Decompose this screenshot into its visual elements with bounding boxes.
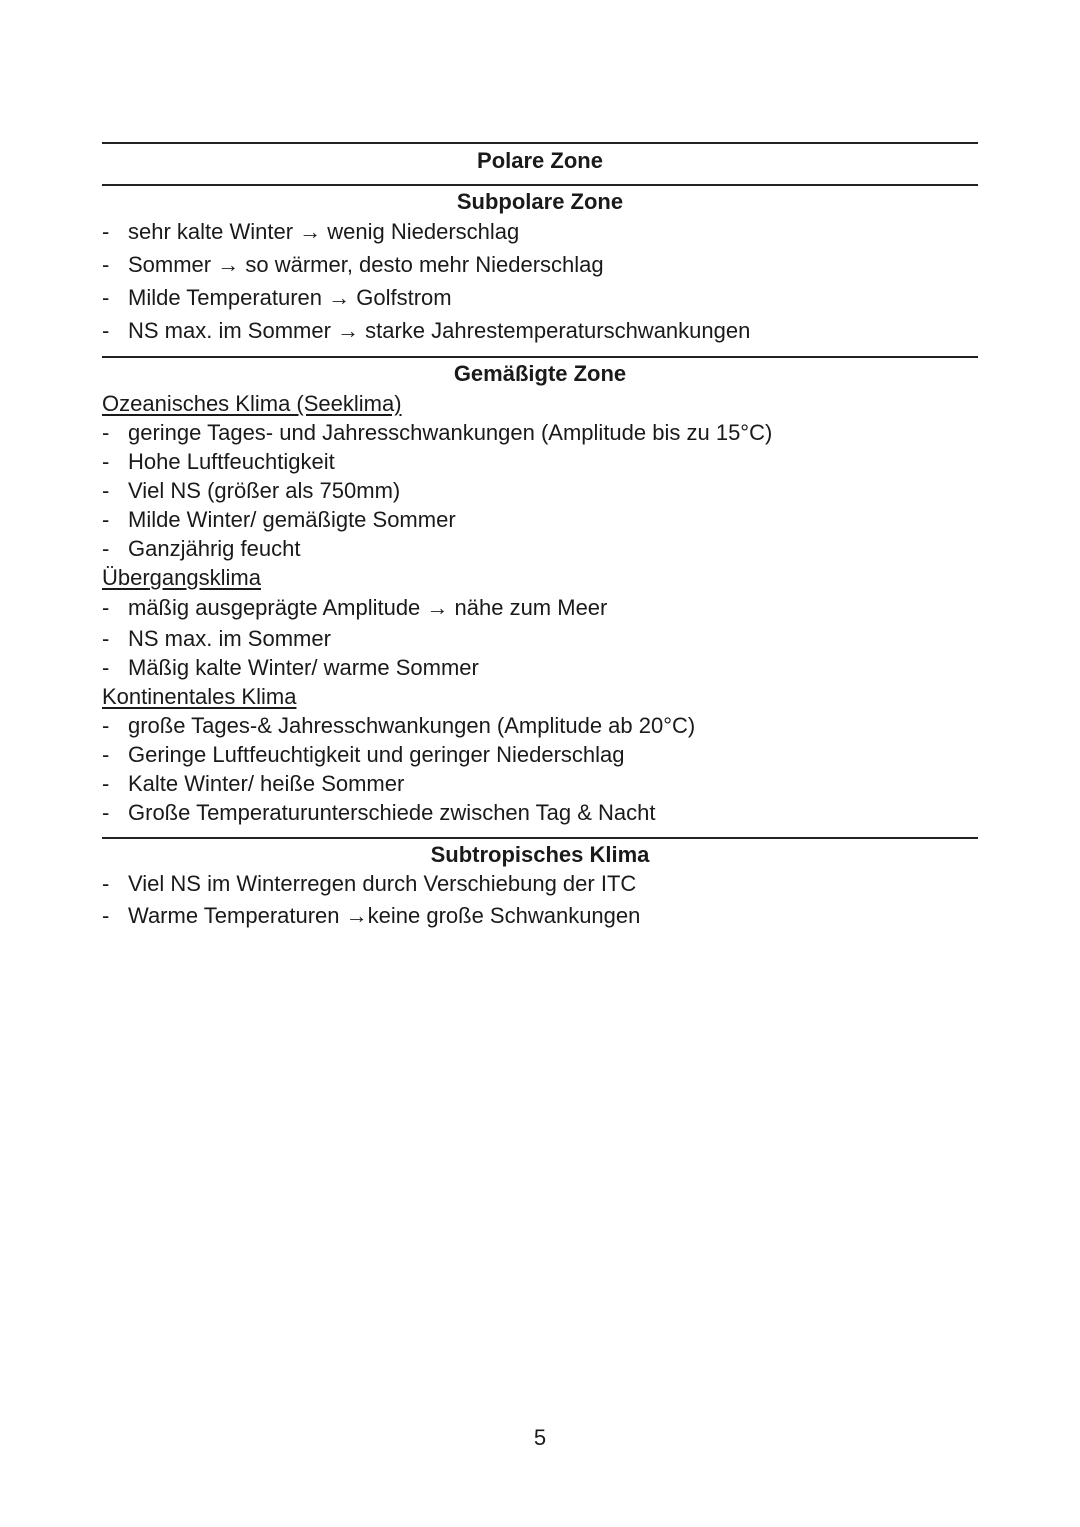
list-item-text: NS max. im Sommer → starke Jahrestemperaturschwankungen	[128, 318, 751, 343]
list-item-text: Hohe Luftfeuchtigkeit	[128, 449, 335, 474]
divider-line	[102, 356, 978, 358]
page-number: 5	[533, 1425, 547, 1450]
bullet-dash: -	[102, 871, 110, 896]
divider-line	[102, 837, 978, 839]
bullet-dash: -	[102, 285, 110, 310]
bullet-dash: -	[102, 903, 110, 928]
list-item-text: geringe Tages- und Jahresschwankungen (Amplitude bis zu 15°C)	[128, 420, 773, 445]
list-item-text: Geringe Luftfeuchtigkeit und geringer Niederschlag	[128, 742, 625, 767]
list-item-text: große Tages-& Jahresschwankungen (Amplitude ab 20°C)	[128, 713, 696, 738]
bullet-dash: -	[102, 655, 110, 680]
bullet-dash: -	[102, 478, 110, 503]
bullet-dash: -	[102, 219, 110, 244]
list-item-text: Sommer → so wärmer, desto mehr Niederschlag	[128, 252, 604, 277]
bullet-dash: -	[102, 507, 110, 532]
list-item-text: Warme Temperaturen →keine große Schwankungen	[128, 903, 641, 928]
subheading-continental: Kontinentales Klima	[102, 684, 297, 709]
bullet-dash: -	[102, 252, 110, 277]
bullet-dash: -	[102, 771, 110, 796]
list-item-text: Kalte Winter/ heiße Sommer	[128, 771, 405, 796]
bullet-dash: -	[102, 800, 110, 825]
section-heading-subtropical: Subtropisches Klima	[430, 842, 650, 867]
list-item-text: sehr kalte Winter → wenig Niederschlag	[128, 219, 520, 244]
list-item-text: Viel NS im Winterregen durch Verschiebung der ITC	[128, 871, 637, 896]
list-item-text: Milde Winter/ gemäßigte Sommer	[128, 507, 456, 532]
bullet-dash: -	[102, 626, 110, 651]
list-item-text: Milde Temperaturen → Golfstrom	[128, 285, 452, 310]
section-heading-temperate: Gemäßigte Zone	[453, 361, 627, 386]
list-item-text: NS max. im Sommer	[128, 626, 331, 651]
list-item-text: Mäßig kalte Winter/ warme Sommer	[128, 655, 479, 680]
bullet-dash: -	[102, 536, 110, 561]
bullet-dash: -	[102, 318, 110, 343]
list-item-text: Ganzjährig feucht	[128, 536, 301, 561]
subheading-oceanic: Ozeanisches Klima (Seeklima)	[102, 391, 402, 416]
section-heading-polar: Polare Zone	[477, 148, 603, 173]
list-item-text: Große Temperaturunterschiede zwischen Tag & Nacht	[128, 800, 656, 825]
divider-line	[102, 184, 978, 186]
bullet-dash: -	[102, 420, 110, 445]
divider-line	[102, 142, 978, 144]
section-heading-subpolar: Subpolare Zone	[456, 189, 624, 214]
list-item-text: Viel NS (größer als 750mm)	[128, 478, 401, 503]
list-item-text: mäßig ausgeprägte Amplitude → nähe zum Meer	[128, 595, 608, 620]
bullet-dash: -	[102, 595, 110, 620]
bullet-dash: -	[102, 449, 110, 474]
subheading-transitional: Übergangsklima	[102, 565, 261, 590]
bullet-dash: -	[102, 713, 110, 738]
bullet-dash: -	[102, 742, 110, 767]
